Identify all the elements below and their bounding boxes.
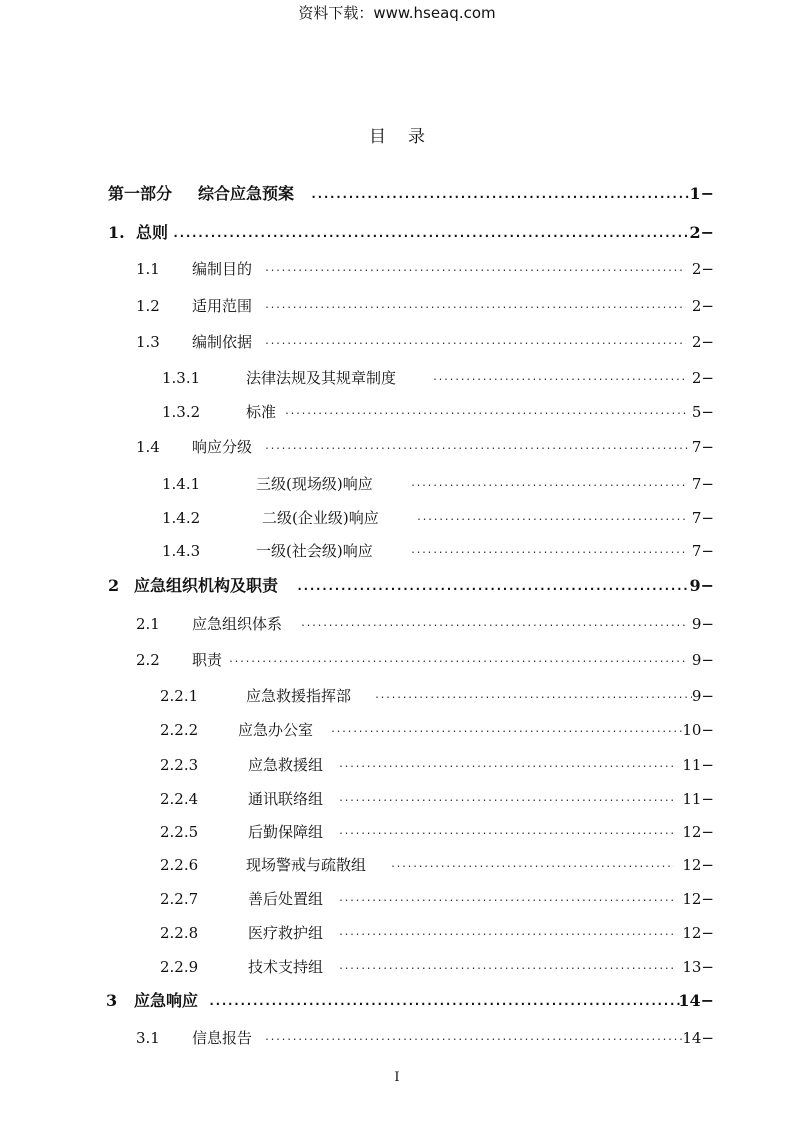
toc-leader-dots [284,400,688,424]
toc-leader-dots [300,612,688,636]
toc-entry-page: 11− [682,756,714,774]
toc-entry-label: 善后处置组 [248,890,324,908]
toc-entry-2[interactable] [0,574,794,598]
toc-entry-label: 应急组织体系 [192,615,283,633]
toc-entry-number: 2.2.4 [160,790,199,808]
toc-leader-dots [432,366,688,390]
toc-entry-page: 9− [689,576,714,595]
toc-entry-label: 医疗救护组 [248,924,324,942]
toc-entry-1-4[interactable] [0,435,794,459]
toc-entry-number: 1.4 [136,438,160,456]
toc-entry-label: 综合应急预案 [198,184,295,203]
toc-leader-dots [390,853,674,877]
toc-entry-page: 2− [691,297,714,315]
toc-entry-1-3-2[interactable] [0,400,794,424]
toc-entry-2-2-7[interactable] [0,887,794,911]
toc-entry-number: 2.2.8 [160,924,199,942]
toc-leader-dots [410,472,688,496]
toc-entry-2-2-4[interactable] [0,787,794,811]
toc-leader-dots [208,989,682,1013]
toc-entry-page: 2− [691,333,714,351]
toc-entry-2-2-6[interactable] [0,853,794,877]
toc-entry-page: 2− [689,223,714,242]
toc-entry-label: 应急响应 [134,991,199,1010]
toc-entry-number: 1.3.2 [162,403,201,421]
toc-entry-number: 1.3 [136,333,160,351]
toc-entry-label: 现场警戒与疏散组 [246,856,367,874]
toc-entry-number: 2.2.5 [160,823,199,841]
toc-entry-label: 一级(社会级)响应 [256,542,373,560]
toc-entry-label: 法律法规及其规章制度 [246,369,397,387]
toc-entry-number: 1.4.3 [162,542,201,560]
toc-entry-2-2-9[interactable] [0,955,794,979]
toc-entry-label: 响应分级 [192,438,253,456]
toc-leader-dots [264,330,686,354]
toc-entry-page: 9− [691,651,714,669]
toc-entry-label: 应急办公室 [238,721,314,739]
toc-entry-number: 1.4.1 [162,475,201,493]
toc-leader-dots [416,506,688,530]
toc-entry-label: 应急救援指挥部 [246,687,352,705]
toc-leader-dots [296,574,688,598]
toc-entry-number: 3 [106,991,118,1010]
toc-entry-number: 第一部分 [108,184,173,203]
toc-entry-3-1[interactable] [0,1026,794,1050]
toc-entry-1-3[interactable] [0,330,794,354]
toc-leader-dots [264,257,686,281]
toc-entry-1-1[interactable] [0,257,794,281]
toc-entry-label: 二级(企业级)响应 [262,509,379,527]
toc-entry-label: 职责 [192,651,223,669]
toc-entry-number: 3.1 [136,1029,160,1047]
toc-entry-page: 14− [678,991,714,1010]
toc-entry-1-4-3[interactable] [0,539,794,563]
toc-entry-label: 三级(现场级)响应 [256,475,373,493]
toc-entry-page: 14− [682,1029,714,1047]
toc-entry-1-2[interactable] [0,294,794,318]
toc-entry-page: 9− [691,615,714,633]
toc-leader-dots [338,820,674,844]
toc-leader-dots [338,787,674,811]
toc-leader-dots [338,887,674,911]
toc-title: 目录 [369,127,447,147]
toc-entry-label: 通讯联络组 [248,790,324,808]
toc-entry-page: 10− [682,721,714,739]
toc-entry-number: 1. [108,223,125,242]
toc-entry-page: 2− [691,260,714,278]
toc-entry-label: 适用范围 [192,297,253,315]
toc-entry-label: 技术支持组 [248,958,324,976]
toc-entry-page: 7− [691,542,714,560]
toc-entry-1-3-1[interactable] [0,366,794,390]
toc-leader-dots [172,221,688,245]
toc-entry-label: 总则 [136,223,169,242]
toc-entry-number: 2.2.2 [160,721,199,739]
toc-leader-dots [310,182,690,206]
toc-entry-page: 12− [682,890,714,908]
toc-leader-dots [338,955,674,979]
toc-entry-label: 信息报告 [192,1029,253,1047]
toc-entry-number: 2.2.7 [160,890,199,908]
toc-entry-number: 2.1 [136,615,160,633]
page-number: I [394,1070,400,1085]
toc-entry-page: 7− [691,509,714,527]
toc-entry-number: 2.2 [136,651,160,669]
toc-leader-dots [338,921,674,945]
toc-entry-3[interactable] [0,989,794,1013]
toc-leader-dots [264,435,688,459]
toc-entry-1[interactable] [0,221,794,245]
toc-entry-number: 1.4.2 [162,509,201,527]
toc-leader-dots [330,718,682,742]
toc-entry-1-4-2[interactable] [0,506,794,530]
toc-entry-number: 2.2.1 [160,687,199,705]
toc-entry-number: 1.1 [136,260,160,278]
toc-entry-2-2-5[interactable] [0,820,794,844]
toc-entry-page: 12− [682,924,714,942]
toc-entry-label: 标准 [246,403,277,421]
toc-entry-2-2-2[interactable] [0,718,794,742]
toc-entry-page: 9− [691,687,714,705]
toc-entry-number: 1.2 [136,297,160,315]
page-header: 资料下载：www.hseaq.com [298,4,496,22]
toc-entry-label: 编制依据 [192,333,253,351]
toc-entry-page: 12− [682,856,714,874]
toc-entry-label: 后勤保障组 [248,823,324,841]
toc-leader-dots [264,1026,684,1050]
toc-entry-number: 1.3.1 [162,369,201,387]
toc-entry-2-2-3[interactable] [0,753,794,777]
toc-entry-label: 应急救援组 [248,756,324,774]
toc-leader-dots [228,648,688,672]
toc-entry-page: 13− [682,958,714,976]
toc-entry-number: 2.2.3 [160,756,199,774]
toc-entry-number: 2.2.9 [160,958,199,976]
toc-leader-dots [374,684,692,708]
toc-leader-dots [338,753,674,777]
toc-entry-page: 2− [691,369,714,387]
toc-entry-page: 1− [689,184,714,203]
toc-entry-page: 7− [691,438,714,456]
toc-entry-part1[interactable] [0,182,794,206]
toc-entry-page: 7− [691,475,714,493]
toc-leader-dots [264,294,686,318]
toc-entry-2-2-8[interactable] [0,921,794,945]
toc-entry-label: 编制目的 [192,260,253,278]
toc-entry-page: 5− [691,403,714,421]
toc-entry-2-1[interactable] [0,612,794,636]
toc-entry-number: 2 [108,576,120,595]
toc-entry-page: 12− [682,823,714,841]
toc-entry-number: 2.2.6 [160,856,199,874]
toc-entry-2-2[interactable] [0,648,794,672]
toc-entry-label: 应急组织机构及职责 [134,576,279,595]
toc-entry-page: 11− [682,790,714,808]
toc-entry-1-4-1[interactable] [0,472,794,496]
toc-entry-2-2-1[interactable] [0,684,794,708]
toc-leader-dots [410,539,688,563]
